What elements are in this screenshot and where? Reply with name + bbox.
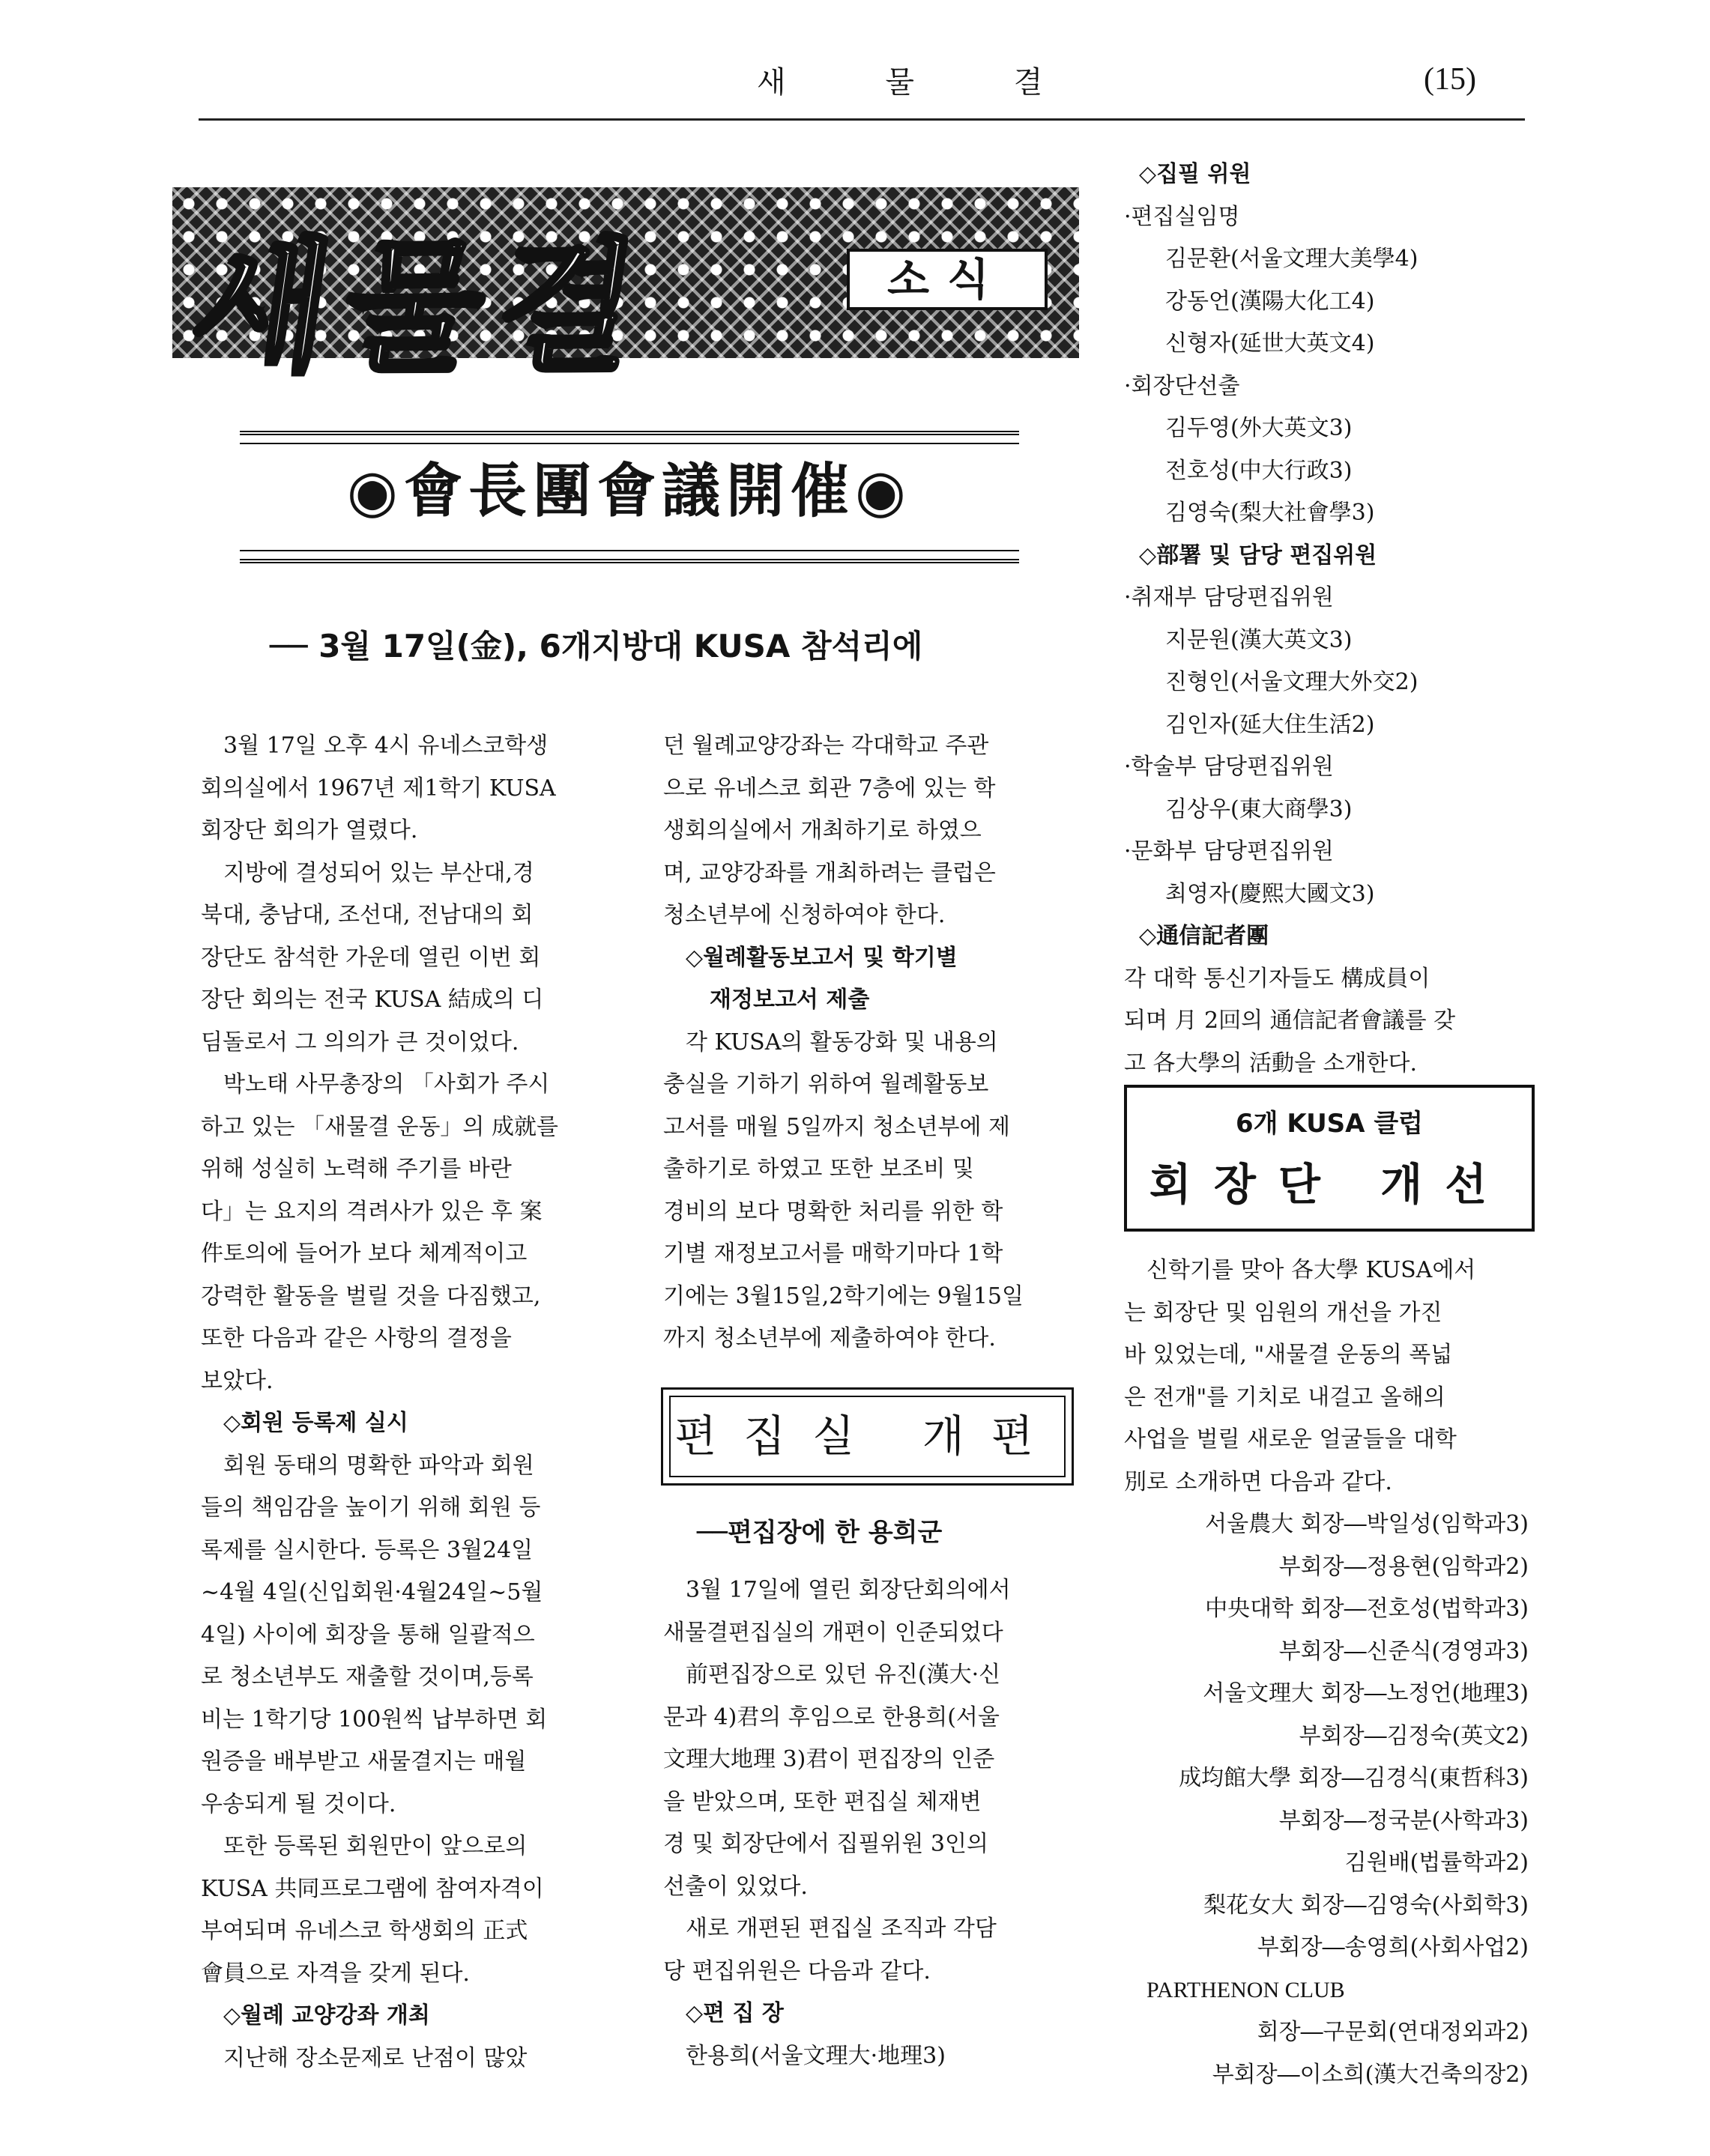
- text-line: 하고 있는 「새물결 운동」의 成就를: [201, 1113, 558, 1140]
- meeting-headline: ◉會長團會議開催◉: [240, 443, 1019, 551]
- masthead-banner: [172, 187, 1079, 390]
- officer-line: 부회장―이소희(漢大건축의장2): [1212, 2061, 1529, 2088]
- officer-line: 부회장―정용현(임학과2): [1278, 1553, 1529, 1580]
- kusa-headline-top: 6개 KUSA 클럽: [1235, 1109, 1424, 1139]
- text-line: 4일) 사이에 회장을 통해 일괄적으: [201, 1621, 535, 1648]
- section-heading: ◇월례활동보고서 및 학기별: [686, 944, 958, 971]
- text-line: 3월 17일에 열린 회장단회의에서: [686, 1577, 1011, 1603]
- text-line: 김인자(延大住生活2): [1165, 711, 1375, 738]
- page-number: (15): [1424, 62, 1476, 97]
- text-line: 기별 재정보고서를 매학기마다 1학: [663, 1241, 1003, 1267]
- text-line: 한용희(서울文理大·地理3): [686, 2042, 946, 2069]
- text-line: 강력한 활동을 벌릴 것을 다짐했고,: [201, 1283, 541, 1309]
- article-column-2: [663, 725, 1072, 1360]
- editorial-body: [663, 1569, 1072, 2077]
- text-line: 보았다.: [201, 1367, 274, 1394]
- editorial-headline-box: [661, 1387, 1074, 1486]
- text-line: 다」는 요지의 격려사가 있은 후 案: [201, 1198, 543, 1225]
- text-line: 會員으로 자격을 갖게 된다.: [201, 1960, 470, 1987]
- text-line: 회의실에서 1967년 제1학기 KUSA: [201, 775, 556, 802]
- section-heading: ◇편 집 장: [686, 2000, 784, 2026]
- text-line: 은 전개"를 기치로 내걸고 올해의: [1124, 1384, 1445, 1411]
- officer-line: 梨花女大 회장―김영숙(사회학3): [1203, 1892, 1529, 1919]
- meeting-subheadline: ── 3월 17일(金), 6개지방대 KUSA 참석리에: [270, 628, 923, 664]
- section-heading: ◇회원 등록제 실시: [223, 1410, 408, 1436]
- kusa-body: [1124, 1250, 1529, 2096]
- officer-line: 부회장―송영희(사회사업2): [1257, 1934, 1529, 1960]
- text-line: 선출이 있었다.: [663, 1873, 808, 1900]
- header-rule: [199, 118, 1525, 121]
- text-line: 전호성(中大行政3): [1165, 457, 1353, 484]
- text-line: 청소년부에 신청하여야 한다.: [663, 902, 946, 928]
- text-line: 부여되며 유네스코 학생회의 正式: [201, 1918, 528, 1944]
- text-line: 3월 17일 오후 4시 유네스코학생: [223, 733, 549, 759]
- club-name: PARTHENON CLUB: [1146, 1977, 1345, 2002]
- text-line: 회원 동태의 명확한 파악과 회원: [223, 1452, 534, 1479]
- text-line: 또한 다음과 같은 사항의 결정을: [201, 1325, 512, 1351]
- section-heading: 재정보고서 제출: [710, 987, 870, 1013]
- text-line: 충실을 기하기 위하여 월례활동보: [663, 1071, 989, 1097]
- text-line: 으로 유네스코 회관 7층에 있는 학: [663, 775, 996, 802]
- text-line: 지난해 장소문제로 난점이 많았: [223, 2044, 528, 2071]
- section-heading: ◇通信記者團: [1139, 923, 1269, 949]
- text-line: 문과 4)君의 후임으로 한용희(서울: [663, 1704, 1000, 1730]
- editorial-subheadline: ──편집장에 한 용희군: [697, 1518, 943, 1548]
- text-line: 당 편집위원은 다음과 같다.: [663, 1957, 931, 1984]
- section-heading: ◇월례 교양강좌 개최: [223, 2002, 430, 2029]
- text-line: ~4월 4일(신입회원·4월24일~5월: [201, 1579, 543, 1605]
- text-line: ·회장단선출: [1124, 372, 1240, 399]
- banner-title: 새물결: [181, 225, 662, 390]
- text-line: 고서를 매월 5일까지 청소년부에 제: [663, 1113, 1010, 1140]
- text-line: 지방에 결성되어 있는 부산대,경: [223, 859, 534, 886]
- kusa-headline-box: [1124, 1085, 1535, 1232]
- text-line: 사업을 벌릴 새로운 얼굴들을 대학: [1124, 1426, 1457, 1453]
- text-line: 생회의실에서 개최하기로 하였으: [663, 817, 982, 844]
- text-line: 진형인(서울文理大外交2): [1165, 669, 1419, 695]
- text-line: 박노태 사무총장의 「사회가 주시: [223, 1071, 550, 1097]
- officer-line: 김원배(법률학과2): [1344, 1850, 1529, 1876]
- text-line: ·문화부 담당편집위원: [1124, 838, 1334, 864]
- text-line: 원증을 배부받고 새물결지는 매월: [201, 1748, 527, 1775]
- text-line: 前편집장으로 있던 유진(漢大·신: [686, 1662, 1001, 1688]
- text-line: 을 받았으며, 또한 편집실 체재변: [663, 1788, 982, 1815]
- officer-line: 中央대학 회장―전호성(법학과3): [1205, 1596, 1529, 1622]
- text-line: 새로 개편된 편집실 조직과 각담: [686, 1916, 997, 1942]
- text-line: 신형자(延世大英文4): [1165, 330, 1375, 357]
- text-line: 지문원(漢大英文3): [1165, 626, 1353, 653]
- staff-column: [1124, 154, 1529, 1085]
- officer-line: 회장―구문회(연대정외과2): [1257, 2019, 1529, 2045]
- text-line: 件토의에 들어가 보다 체계적이고: [201, 1241, 528, 1267]
- text-line: 는 회장단 및 임원의 개선을 가진: [1124, 1299, 1442, 1326]
- text-line: 강동언(漢陽大化工4): [1165, 288, 1375, 315]
- text-line: 각 KUSA의 활동강화 및 내용의: [686, 1029, 998, 1056]
- officer-line: 부회장―정국분(사학과3): [1278, 1807, 1529, 1834]
- officer-line: 부회장―김정숙(英文2): [1299, 1722, 1529, 1749]
- text-line: 북대, 충남대, 조선대, 전남대의 회: [201, 902, 534, 928]
- text-line: 최영자(慶熙大國文3): [1165, 880, 1375, 907]
- text-line: 각 대학 통신기자들도 構成員이: [1124, 965, 1430, 992]
- banner-subtitle: 소식: [847, 249, 1048, 310]
- text-line: 던 월례교양강좌는 각대학교 주관: [663, 733, 989, 759]
- text-line: 바 있었는데, "새물결 운동의 폭넓: [1124, 1342, 1453, 1368]
- officer-line: 서울農大 회장―박일성(임학과3): [1205, 1511, 1529, 1537]
- text-line: 장단도 참석한 가운데 열린 이번 회: [201, 944, 541, 971]
- text-line: ·편집실임명: [1124, 203, 1240, 230]
- text-line: 장단 회의는 전국 KUSA 結成의 디: [201, 987, 544, 1013]
- text-line: 딤돌로서 그 의의가 큰 것이었다.: [201, 1029, 519, 1056]
- text-line: KUSA 共同프로그램에 참여자격이: [201, 1875, 544, 1902]
- text-line: 위해 성실히 노력해 주기를 바란: [201, 1156, 512, 1182]
- text-line: 경비의 보다 명확한 처리를 위한 학: [663, 1198, 1003, 1225]
- text-line: 文理大地理 3)君이 편집장의 인준: [663, 1746, 995, 1772]
- text-line: 되며 月 2回의 通信記者會議를 갖: [1124, 1008, 1456, 1034]
- text-line: 새물결편집실의 개편이 인준되었다: [663, 1619, 1003, 1646]
- officer-line: 成均館大學 회장―김경식(東哲科3): [1179, 1765, 1529, 1791]
- running-header: 새 물 결: [757, 65, 1088, 100]
- text-line: 고 各大學의 活動을 소개한다.: [1124, 1050, 1418, 1077]
- text-line: 기에는 3월15일,2학기에는 9월15일: [663, 1283, 1024, 1309]
- text-line: 우송되게 될 것이다.: [201, 1790, 396, 1817]
- kusa-headline: 회장단 개선: [1149, 1159, 1510, 1210]
- text-line: 까지 청소년부에 제출하여야 한다.: [663, 1325, 996, 1351]
- text-line: 들의 책임감을 높이기 위해 회원 등: [201, 1495, 541, 1521]
- meeting-headline-box: [240, 431, 1019, 563]
- text-line: 록제를 실시한다. 등록은 3월24일: [201, 1536, 534, 1563]
- text-line: 신학기를 맞아 各大學 KUSA에서: [1146, 1257, 1476, 1283]
- text-line: 김상우(東大商學3): [1165, 796, 1353, 823]
- text-line: 別로 소개하면 다음과 같다.: [1124, 1468, 1392, 1495]
- text-line: 경 및 회장단에서 집필위원 3인의: [663, 1831, 988, 1857]
- text-line: ·취재부 담당편집위원: [1124, 584, 1334, 611]
- text-line: 비는 1학기당 100원씩 납부하면 회: [201, 1706, 548, 1733]
- text-line: 김두영(外大英文3): [1165, 415, 1353, 441]
- text-line: 김문환(서울文理大美學4): [1165, 246, 1419, 272]
- text-line: 출하기로 하였고 또한 보조비 및: [663, 1156, 974, 1182]
- officer-line: 부회장―신준식(경영과3): [1278, 1638, 1529, 1665]
- text-line: 며, 교양강좌를 개최하려는 클럽은: [663, 859, 996, 886]
- article-column-1: [201, 725, 605, 2080]
- section-heading: ◇집필 위원: [1139, 161, 1251, 187]
- officer-line: 서울文理大 회장―노정언(地理3): [1203, 1680, 1529, 1707]
- text-line: 회장단 회의가 열렸다.: [201, 817, 418, 844]
- text-line: 또한 등록된 회원만이 앞으로의: [223, 1833, 528, 1859]
- text-line: 로 청소년부도 재출할 것이며,등록: [201, 1664, 534, 1690]
- section-heading: ◇部署 및 담당 편집위원: [1139, 542, 1377, 569]
- editorial-headline: 편집실 개편: [669, 1396, 1066, 1477]
- text-line: ·학술부 담당편집위원: [1124, 754, 1334, 780]
- text-line: 김영숙(梨大社會學3): [1165, 500, 1375, 526]
